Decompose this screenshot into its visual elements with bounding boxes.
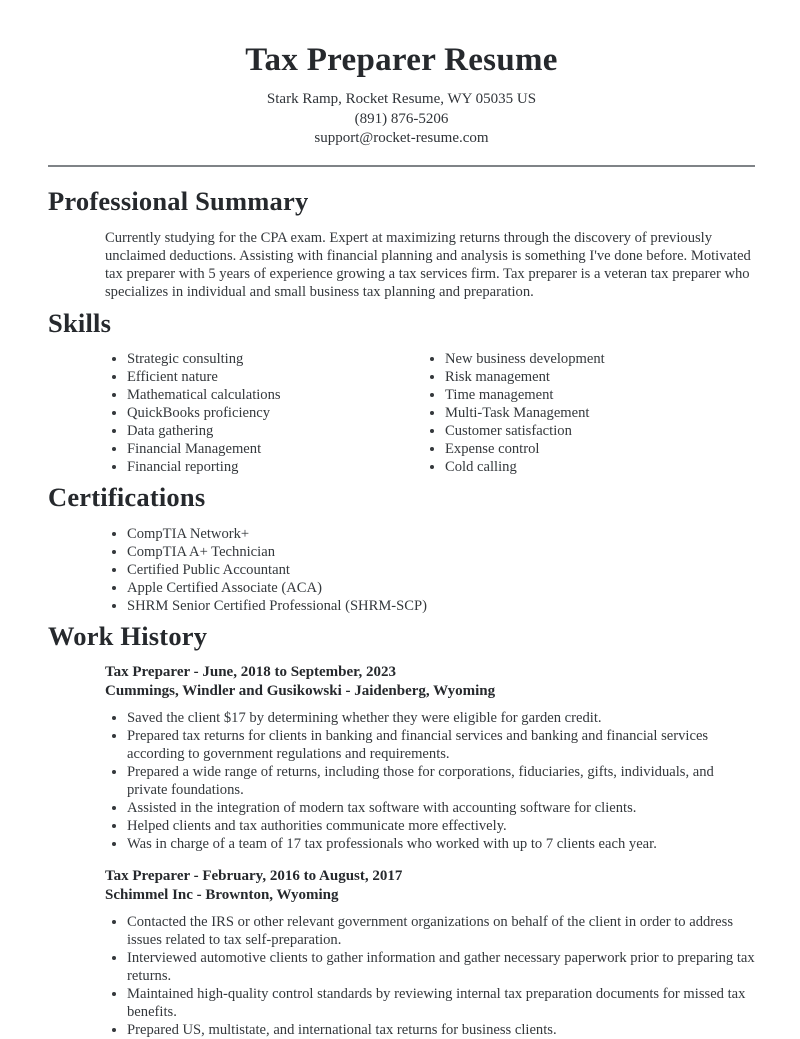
job-bullet-list: [105, 709, 755, 853]
list-item: • SHRM Senior Certified Professional (SHRM-SCP): [127, 597, 755, 615]
job-employer: Cummings, Windler and Gusikowski - Jaidenberg, Wyoming: [105, 683, 496, 699]
certifications-list: [48, 525, 755, 615]
job-entry: [105, 663, 755, 853]
job-entry: [105, 867, 755, 1039]
list-item: • Strategic consulting: [127, 350, 432, 368]
page-title: Tax Preparer Resume: [245, 42, 558, 78]
section-professional-summary: [48, 185, 755, 301]
section-skills: [48, 307, 755, 476]
list-item: • Certified Public Accountant: [127, 561, 755, 579]
list-item: • CompTIA A+ Technician: [127, 543, 755, 561]
summary-text: Currently studying for the CPA exam. Expert at maximizing returns through the discovery of previously unclaimed deductions. Assisting with financial planning and analysis is something I've done before. Motivated tax preparer with 5 years of experience growing a tax services firm. Tax preparer is a veteran tax preparer who specializes in individual and small business tax planning and preparation.: [105, 229, 751, 300]
list-item: • Data gathering: [127, 422, 432, 440]
list-item: • Assisted in the integration of modern tax software with accounting software for clients.: [127, 799, 755, 817]
list-item: • Prepared a wide range of returns, including those for corporations, fiduciaries, gifts, individuals, and private foundations.: [127, 763, 755, 799]
skills-list-right: [432, 350, 755, 476]
section-work-history: [48, 620, 755, 1039]
list-item: • Saved the client $17 by determining whether they were eligible for garden credit.: [127, 709, 755, 727]
job-title: Tax Preparer - June, 2018 to September, 2023: [105, 663, 396, 680]
contact-address: Stark Ramp, Rocket Resume, WY 05035 US: [266, 91, 537, 107]
list-item: • Customer satisfaction: [445, 422, 755, 440]
skills-columns: [48, 350, 755, 476]
list-item: • Interviewed automotive clients to gather information and gather necessary paperwork prior to preparing tax returns.: [127, 949, 755, 985]
work-history-heading: Work History: [48, 620, 208, 651]
certifications-heading: Certifications: [48, 481, 206, 512]
list-item: • Multi-Task Management: [445, 404, 755, 422]
list-item: • Contacted the IRS or other relevant government organizations on behalf of the client in order to address issues related to tax self-preparation.: [127, 913, 755, 949]
contact-info: [48, 90, 755, 149]
list-item: • Mathematical calculations: [127, 386, 432, 404]
list-item: • Prepared US, multistate, and international tax returns for business clients.: [127, 1021, 755, 1039]
list-item: • Helped clients and tax authorities communicate more effectively.: [127, 817, 755, 835]
list-item: • Financial reporting: [127, 458, 432, 476]
list-item: • Prepared tax returns for clients in banking and financial services and banking and financial services according to government regulations and requirements.: [127, 727, 755, 763]
header-divider: [48, 165, 755, 167]
list-item: • QuickBooks proficiency: [127, 404, 432, 422]
job-employer: Schimmel Inc - Brownton, Wyoming: [105, 887, 339, 903]
list-item: • Risk management: [445, 368, 755, 386]
list-item: • Maintained high-quality control standards by reviewing internal tax preparation documents for missed tax benefits.: [127, 985, 755, 1021]
skills-heading: Skills: [48, 307, 112, 338]
list-item: • Was in charge of a team of 17 tax professionals who worked with up to 7 clients each year.: [127, 835, 755, 853]
job-bullet-list: [105, 913, 755, 1039]
skills-list-left: [48, 350, 432, 476]
list-item: • Apple Certified Associate (ACA): [127, 579, 755, 597]
contact-email: support@rocket-resume.com: [314, 130, 489, 146]
list-item: • Financial Management: [127, 440, 432, 458]
list-item: • Cold calling: [445, 458, 755, 476]
job-title: Tax Preparer - February, 2016 to August, 2017: [105, 867, 403, 884]
resume-header: [48, 38, 755, 167]
list-item: • Time management: [445, 386, 755, 404]
section-certifications: [48, 481, 755, 615]
contact-phone: (891) 876-5206: [354, 110, 449, 127]
list-item: • Efficient nature: [127, 368, 432, 386]
list-item: • CompTIA Network+: [127, 525, 755, 543]
summary-heading: Professional Summary: [48, 185, 309, 216]
list-item: • Expense control: [445, 440, 755, 458]
list-item: • New business development: [445, 350, 755, 368]
